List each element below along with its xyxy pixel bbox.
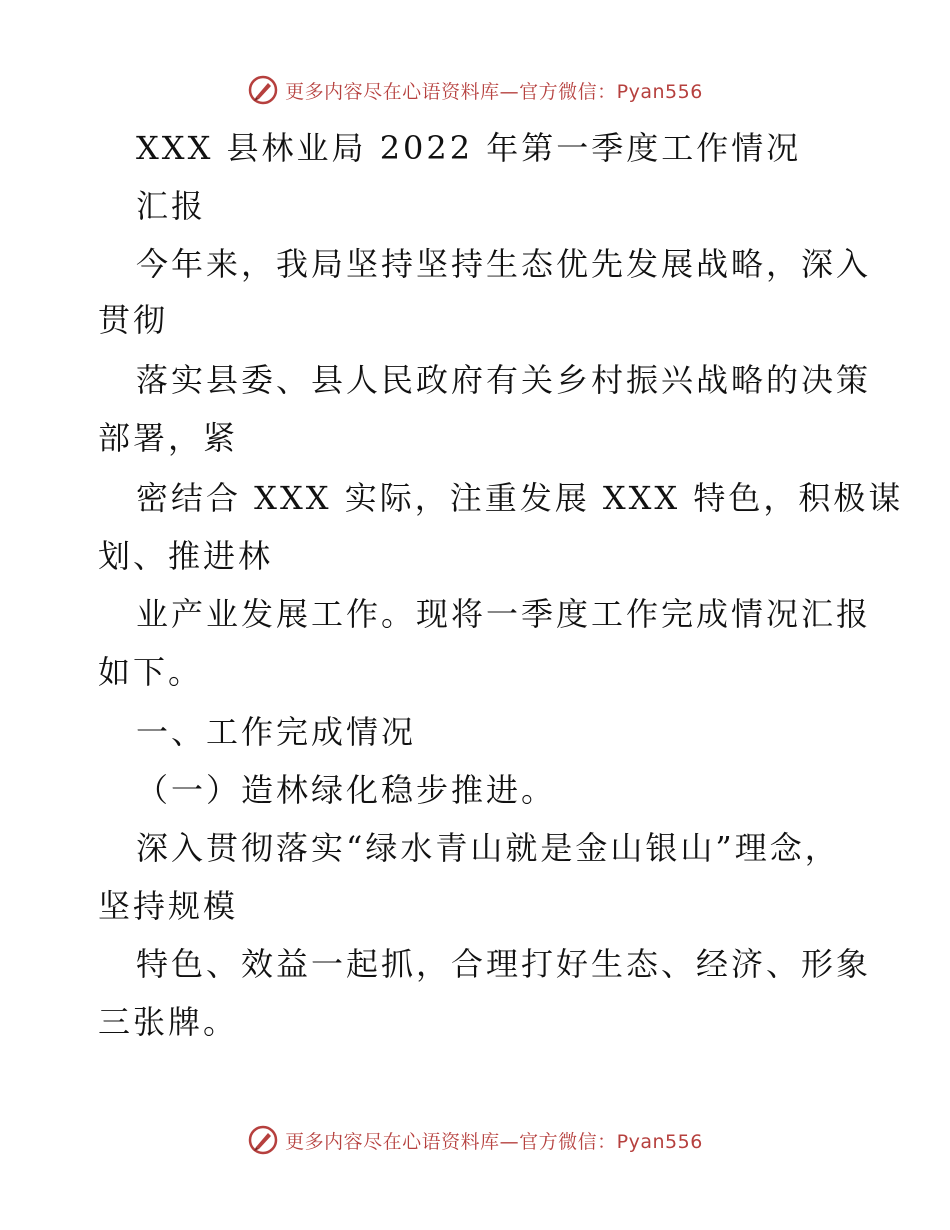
watermark-text: 更多内容尽在心语资料库—官方微信：Pyan556 (285, 80, 703, 103)
watermark-text: 更多内容尽在心语资料库—官方微信：Pyan556 (285, 1130, 703, 1153)
pen-logo-icon (247, 74, 279, 106)
section-heading: 一、工作完成情况 (136, 713, 417, 751)
document-title: XXX 县林业局 2022 年第一季度工作情况 (136, 129, 802, 167)
paragraph-line: 特色、效益一起抓，合理打好生态、经济、形象 (136, 945, 872, 983)
footer-watermark (0, 1120, 950, 1160)
document-title-continued: 汇报 (136, 187, 207, 225)
paragraph-line: 贯彻 (98, 301, 169, 339)
paragraph-line: 划、推进林 (98, 537, 274, 575)
paragraph-line: 三张牌。 (98, 1003, 239, 1041)
header-watermark (0, 70, 950, 110)
paragraph-line: 部署，紧 (98, 419, 239, 457)
paragraph-line: 深入贯彻落实“绿水青山就是金山银山”理念， (136, 829, 840, 867)
paragraph-line: 落实县委、县人民政府有关乡村振兴战略的决策 (136, 361, 872, 399)
pen-logo-icon (247, 1124, 279, 1156)
paragraph-line: 如下。 (98, 653, 204, 691)
paragraph-line: 今年来，我局坚持坚持生态优先发展战略，深入 (136, 245, 872, 283)
paragraph-line: 密结合 XXX 实际，注重发展 XXX 特色，积极谋 (136, 479, 904, 517)
paragraph-line: 业产业发展工作。现将一季度工作完成情况汇报 (136, 595, 872, 633)
paragraph-line: 坚持规模 (98, 887, 239, 925)
subsection-heading: （一）造林绿化稳步推进。 (136, 771, 557, 809)
